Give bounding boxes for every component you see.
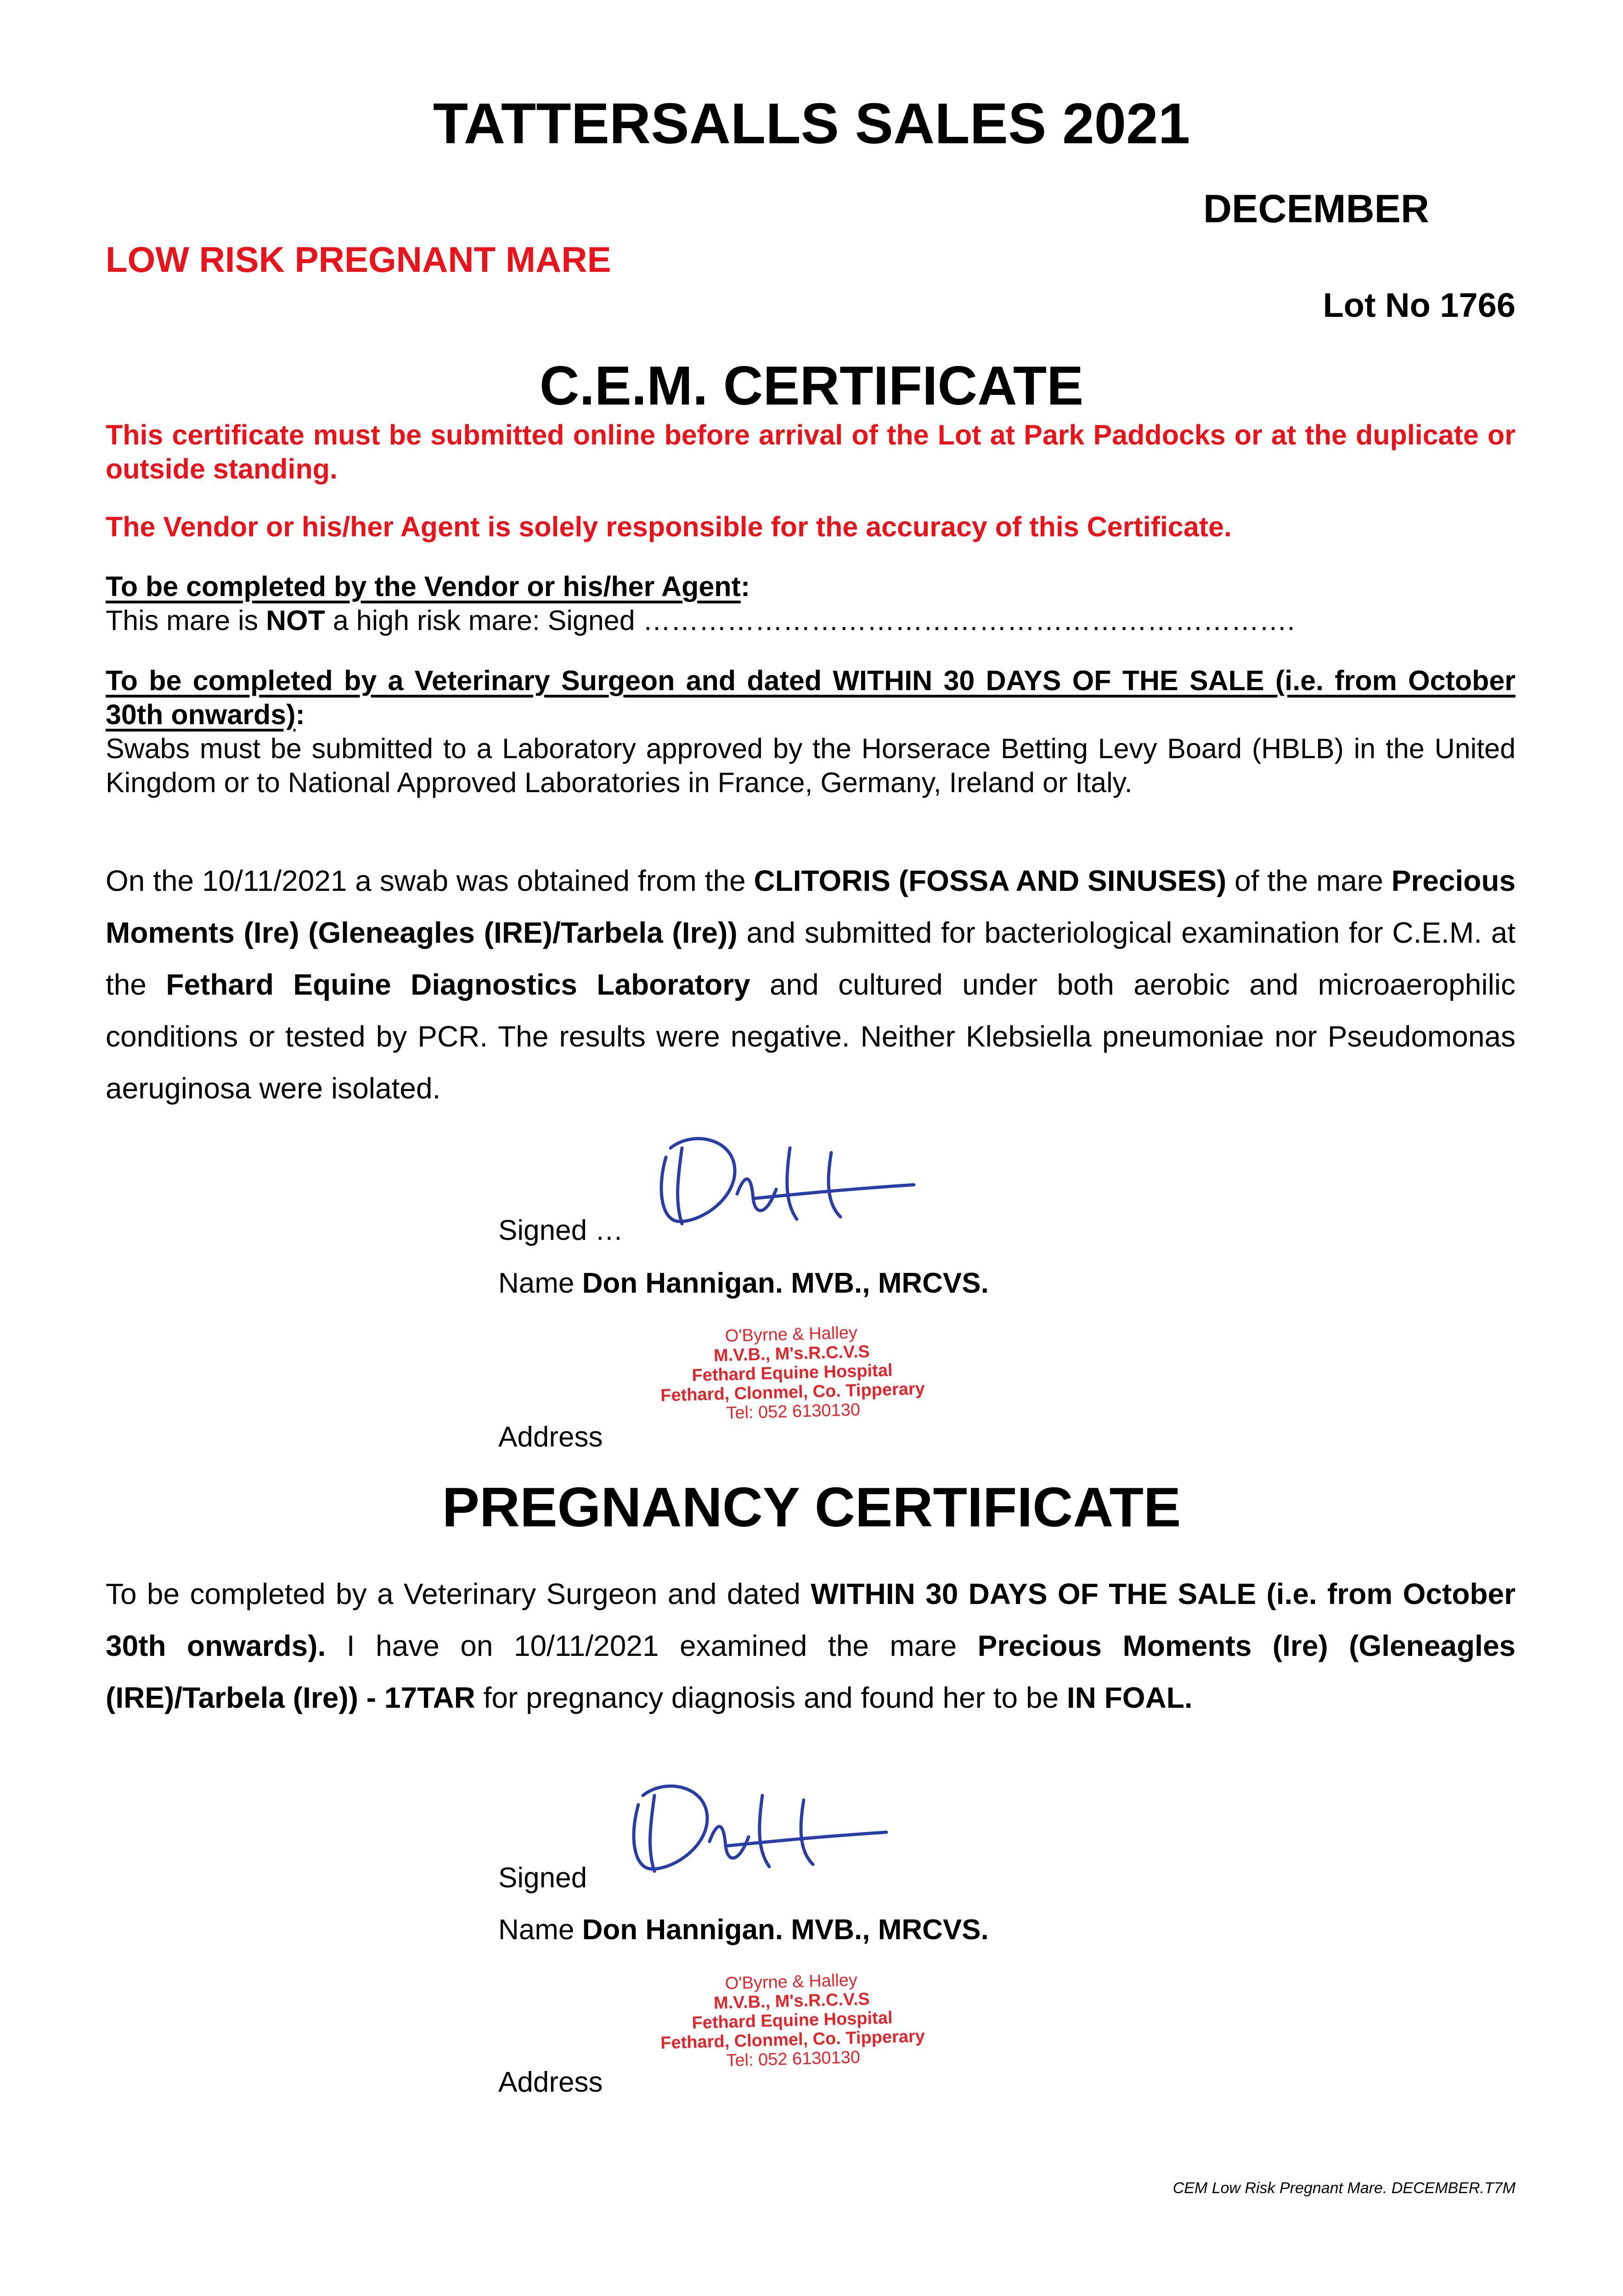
cem-signed-label: Signed …: [498, 1215, 624, 1246]
cem-heading: C.E.M. CERTIFICATE: [539, 355, 1084, 416]
vendor-declaration: This mare is NOT a high risk mare: Signed …………………………………………………………….: [106, 605, 1295, 636]
signature-icon: [611, 1768, 896, 1887]
footer-code: CEM Low Risk Pregnant Mare. DECEMBER.T7M: [1172, 2179, 1516, 2197]
pregnancy-vet-name-line: Name Don Hannigan. MVB., MRCVS.: [498, 1914, 989, 1946]
pregnancy-statement: To be completed by a Veterinary Surgeon and dated WITHIN 30 DAYS OF THE SALE (i.e. from October 30th onwards). I have on 10/11/2021 examined the mare Precious Moments (Ire) (Gleneagles (IRE)/Tarbela (Ire)) - 17TAR for pregnancy diagnosis and found her to be IN FOAL.: [106, 1577, 1516, 1714]
pregnancy-signed-label: Signed: [498, 1862, 587, 1894]
vendor-heading: To be completed by the Vendor or his/her Agent: [106, 571, 741, 602]
cem-address-label: Address: [498, 1421, 603, 1453]
sale-month: DECEMBER: [1203, 187, 1430, 231]
vet-section: To be completed by a Veterinary Surgeon and dated WITHIN 30 DAYS OF THE SALE (i.e. from October 30th onwards): Swabs must be submitted to a Laboratory approved by the Horserace Betting Levy Board (HBLB) in the United Kingdom or to National Approved Laboratories in France, Germany, Ireland or Italy.: [106, 664, 1516, 799]
pregnancy-address-label: Address: [498, 2066, 603, 2098]
cem-notice-responsibility: The Vendor or his/her Agent is solely responsible for the accuracy of this Certificate.: [106, 511, 1232, 542]
vet-heading: To be completed by a Veterinary Surgeon and dated WITHIN 30 DAYS OF THE SALE (i.e. from October 30th onwards): [106, 665, 1516, 730]
lot-number: Lot No 1766: [1323, 286, 1516, 324]
cem-statement: On the 10/11/2021 a swab was obtained from the CLITORIS (FOSSA AND SINUSES) of the mare Precious Moments (Ire) (Gleneagles (IRE)/Tarbela (Ire)) and submitted for bacteriological examination for C.E.M. at the Fethard Equine Diagnostics Laboratory and cultured under both aerobic and microaerophilic conditions or tested by PCR. The results were negative. Neither Klebsiella pneumoniae nor Pseudomonas aeruginosa were isolated.: [106, 864, 1516, 1105]
vet-instructions: Swabs must be submitted to a Laboratory approved by the Horserace Betting Levy Board (HBLB) in the United Kingdom or to National Approved Laboratories in France, Germany, Ireland or Italy.: [106, 733, 1516, 798]
cem-notice-submission: This certificate must be submitted online before arrival of the Lot at Park Paddocks or at the duplicate or outside standing.: [106, 419, 1516, 484]
pregnancy-heading: PREGNANCY CERTIFICATE: [442, 1476, 1181, 1538]
vendor-section: To be completed by the Vendor or his/her Agent: This mare is NOT a high risk mare: Signed …………………………………………………………….: [106, 569, 1516, 637]
stamp-icon: O'Byrne & Halley M.V.B., M's.R.C.V.S Fethard Equine Hospital Fethard, Clonmel, Co. Tipperary Tel: 052 6130130: [660, 1323, 925, 1423]
cem-vet-name-line: Name Don Hannigan. MVB., MRCVS.: [498, 1267, 989, 1299]
pregnancy-vet-name: Don Hannigan. MVB., MRCVS.: [582, 1914, 989, 1946]
signature-icon: [638, 1120, 923, 1240]
category-label: LOW RISK PREGNANT MARE: [106, 239, 611, 280]
stamp-icon: O'Byrne & Halley M.V.B., M's.R.C.V.S Fethard Equine Hospital Fethard, Clonmel, Co. Tipperary Tel: 052 6130130: [660, 1970, 925, 2071]
document-title: TATTERSALLS SALES 2021: [433, 92, 1190, 156]
cem-vet-name: Don Hannigan. MVB., MRCVS.: [582, 1267, 989, 1299]
